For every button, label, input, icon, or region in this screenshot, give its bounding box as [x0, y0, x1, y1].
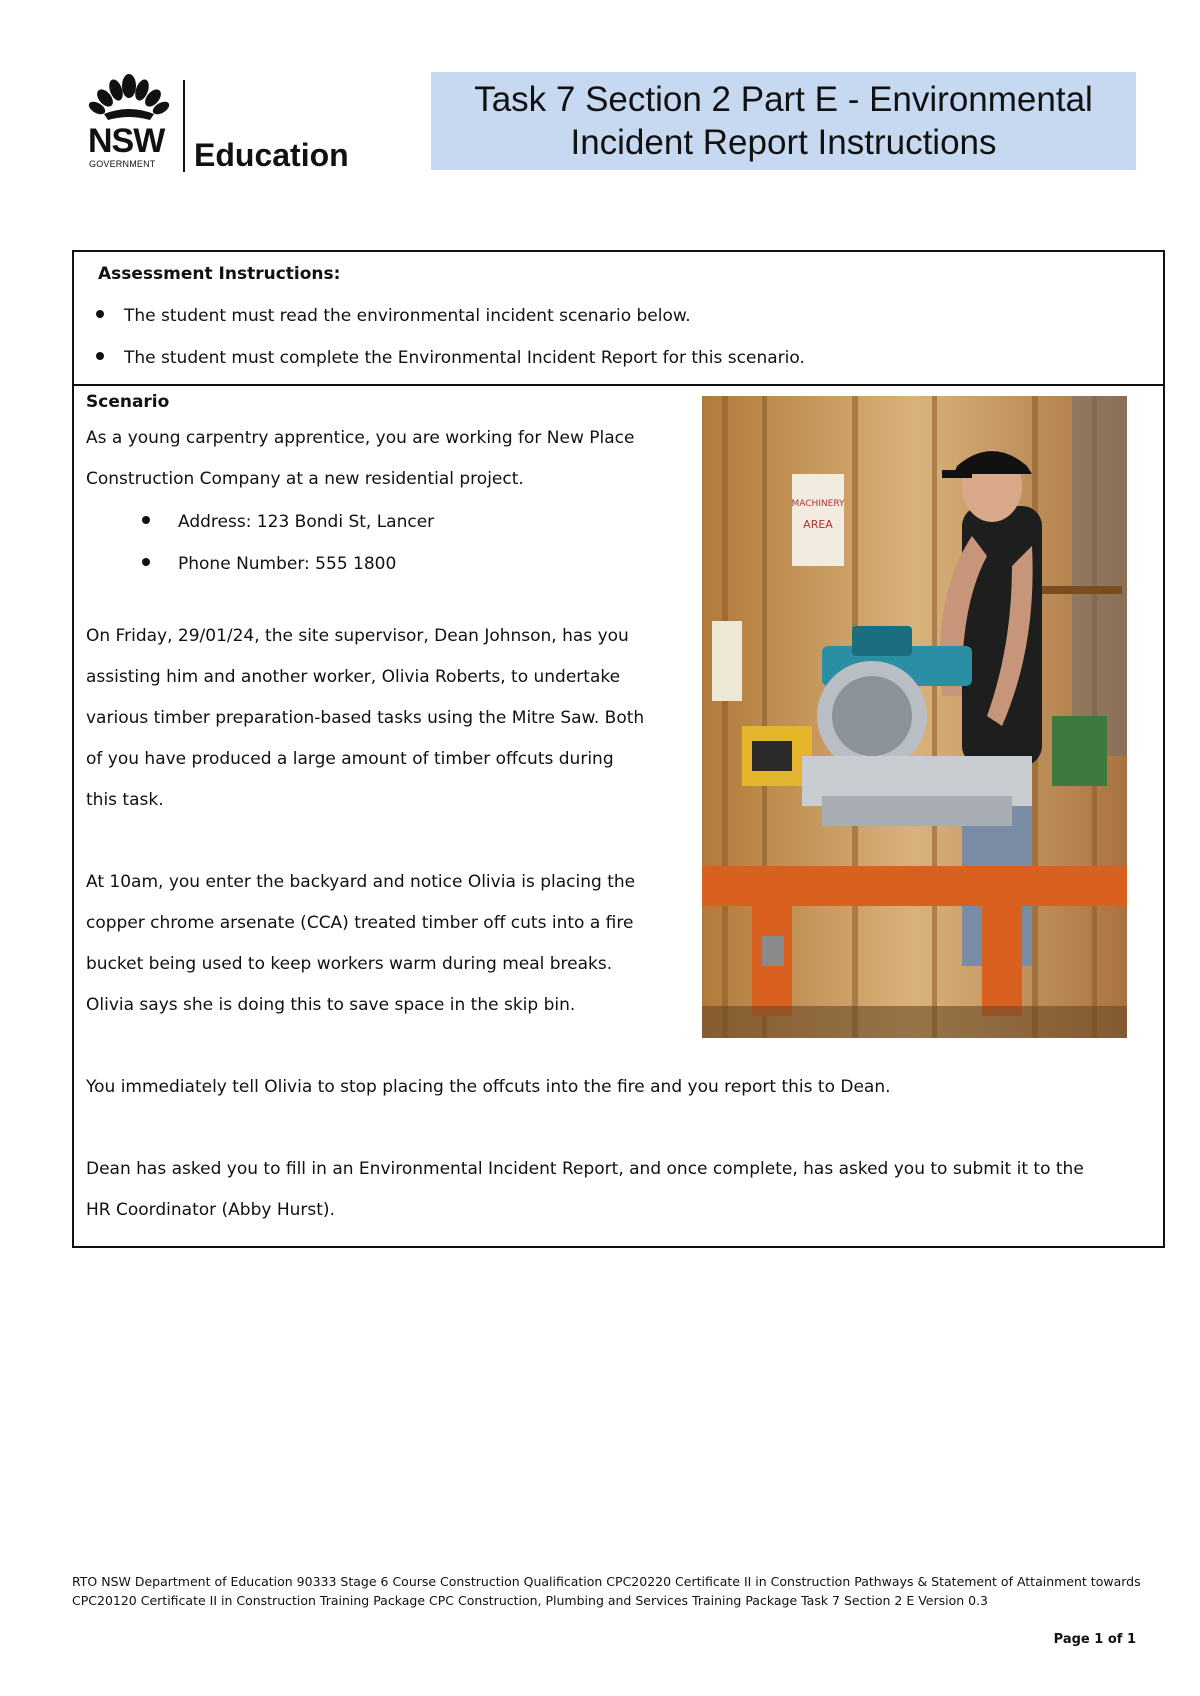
bullet-icon — [96, 352, 104, 360]
mitre-saw-photo — [702, 396, 1127, 1038]
logo-divider — [183, 80, 185, 172]
page-number: Page 1 of 1 — [1053, 1632, 1136, 1647]
scenario-intro: As a young carpentry apprentice, you are working for New Place Construction Company at a new residential project. — [86, 428, 635, 489]
bullet-icon — [96, 310, 104, 318]
government-label: GOVERNMENT — [89, 159, 156, 169]
instruction-text: The student must complete the Environmental Incident Report for this scenario. — [124, 348, 805, 368]
scenario-box — [72, 384, 1165, 1248]
assessment-instructions-box — [72, 250, 1165, 386]
scenario-heading: Scenario — [86, 392, 170, 412]
instruction-item — [96, 306, 691, 326]
page-title-box — [431, 72, 1136, 170]
phone-text: Phone Number: 555 1800 — [178, 554, 397, 574]
address-text: Address: 123 Bondi St, Lancer — [178, 512, 435, 532]
scenario-paragraph-4: Dean has asked you to fill in an Environmental Incident Report, and once complete, has asked you to submit it to the HR Coordinator (Abby Hurst). — [86, 1159, 1084, 1220]
scenario-detail-item — [142, 554, 396, 574]
scenario-paragraph-2: At 10am, you enter the backyard and notice Olivia is placing the copper chrome arsenate (CCA) treated timber off cuts into a fire bucket being used to keep workers warm during meal breaks. Olivia says she is doing this to save space in the skip bin. — [86, 872, 636, 1015]
scenario-paragraph-1: On Friday, 29/01/24, the site supervisor, Dean Johnson, has you assisting him and another worker, Olivia Roberts, to undertake various timber preparation-based tasks using the Mitre Saw. Both of you have produced a large amount of timber offcuts during this task. — [86, 626, 645, 810]
education-label: Education — [194, 137, 349, 173]
machinery-sign-line1: MACHINERY — [791, 499, 845, 509]
bullet-icon — [142, 558, 150, 566]
document-footer: RTO NSW Department of Education 90333 Stage 6 Course Construction Qualification CPC20220 Certificate II in Construction Pathways & Statement of Attainment towards CPC20120 Certificate II in Construction Training Package CPC Construction, Plumbing and Services Training Package Task 7 Section 2 E Version 0.3 — [72, 1574, 1141, 1608]
scenario-detail-item — [142, 512, 434, 532]
scenario-paragraph-3: You immediately tell Olivia to stop placing the offcuts into the fire and you report this to Dean. — [86, 1077, 891, 1097]
bullet-icon — [142, 516, 150, 524]
instructions-heading: Assessment Instructions: — [98, 264, 341, 284]
instruction-text: The student must read the environmental incident scenario below. — [124, 306, 691, 326]
instruction-item — [96, 348, 805, 368]
machinery-sign-line2: AREA — [803, 518, 833, 531]
nsw-wordmark: NSW — [88, 122, 165, 160]
page-title: Task 7 Section 2 Part E - Environmental Incident Report Instructions — [474, 80, 1093, 162]
nsw-education-logo — [86, 74, 349, 174]
